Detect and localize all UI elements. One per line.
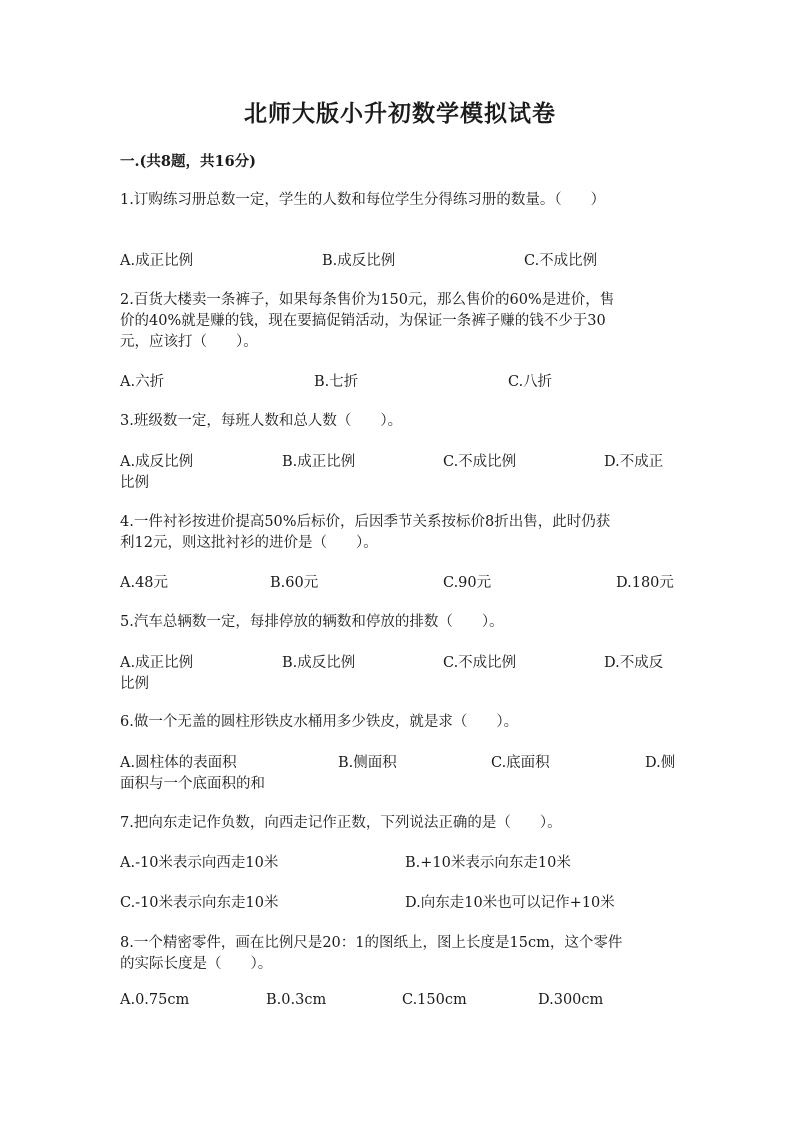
question-4-option-a: A.48元: [120, 575, 169, 591]
question-6-option-b: B.侧面积: [338, 755, 397, 771]
question-3-option-a: A.成反比例: [120, 454, 194, 470]
question-7-stem: 7.把向东走记作负数，向西走记作正数，下列说法正确的是（ ）。: [120, 815, 562, 831]
question-8-option-b: B.0.3cm: [266, 992, 327, 1008]
question-3-option-b: B.成正比例: [282, 454, 356, 470]
question-1-stem: 1.订购练习册总数一定，学生的人数和每位学生分得练习册的数量。（ ）: [120, 192, 606, 208]
question-3-option-d: D.不成正: [604, 454, 664, 470]
question-7-option-d: D.向东走10米也可以记作+10米: [405, 895, 615, 911]
question-6-option-d-continued: 面积与一个底面积的和: [120, 776, 265, 792]
question-8-option-a: A.0.75cm: [120, 992, 190, 1008]
question-4-option-b: B.60元: [270, 575, 319, 591]
question-2-stem-line-1: 2.百货大楼卖一条裤子，如果每条售价为150元，那么售价的60%是进价，售: [120, 292, 615, 308]
question-3-stem: 3.班级数一定，每班人数和总人数（ ）。: [120, 413, 403, 429]
question-6-stem: 6.做一个无盖的圆柱形铁皮水桶用多少铁皮，就是求（ ）。: [120, 714, 519, 730]
question-7-option-a: A.-10米表示向西走10米: [120, 855, 279, 871]
question-2-option-b: B.七折: [314, 374, 359, 390]
question-2-option-a: A.六折: [120, 374, 165, 390]
question-5-option-a: A.成正比例: [120, 655, 194, 671]
question-3-option-d-continued: 比例: [120, 475, 149, 491]
question-6-option-a: A.圆柱体的表面积: [120, 755, 237, 771]
question-5-stem: 5.汽车总辆数一定，每排停放的辆数和停放的排数（ ）。: [120, 614, 504, 630]
question-1-option-c: C.不成比例: [524, 253, 598, 269]
question-5-option-d-continued: 比例: [120, 676, 149, 692]
question-7-option-c: C.-10米表示向东走10米: [120, 895, 279, 911]
question-8-stem-line-1: 8.一个精密零件，画在比例尺是20：1的图纸上，图上长度是15cm，这个零件: [120, 935, 623, 951]
section-heading: 一.(共8题，共16分): [120, 153, 257, 170]
question-6-option-c: C.底面积: [491, 755, 550, 771]
question-4-option-d: D.180元: [616, 575, 674, 591]
question-6-option-d: D.侧: [645, 755, 676, 771]
page-title: 北师大版小升初数学模拟试卷: [244, 100, 556, 127]
question-4-option-c: C.90元: [443, 575, 492, 591]
question-5-option-d: D.不成反: [604, 655, 664, 671]
question-7-option-b: B.+10米表示向东走10米: [405, 855, 571, 871]
question-2-stem-line-3: 元，应该打（ ）。: [120, 334, 258, 350]
question-1-option-a: A.成正比例: [120, 253, 194, 269]
question-4-stem-line-1: 4.一件衬衫按进价提高50%后标价，后因季节关系按标价8折出售，此时仍获: [120, 514, 611, 530]
question-5-option-b: B.成反比例: [282, 655, 356, 671]
question-2-option-c: C.八折: [508, 374, 553, 390]
question-2-stem-line-2: 价的40%就是赚的钱，现在要搞促销活动，为保证一条裤子赚的钱不少于30: [120, 313, 606, 329]
question-8-stem-line-2: 的实际长度是（ ）。: [120, 956, 273, 972]
question-8-option-d: D.300cm: [538, 992, 604, 1008]
question-8-option-c: C.150cm: [402, 992, 467, 1008]
question-4-stem-line-2: 利12元，则这批衬衫的进价是（ ）。: [120, 535, 378, 551]
question-5-option-c: C.不成比例: [443, 655, 517, 671]
question-3-option-c: C.不成比例: [443, 454, 517, 470]
question-1-option-b: B.成反比例: [322, 253, 396, 269]
